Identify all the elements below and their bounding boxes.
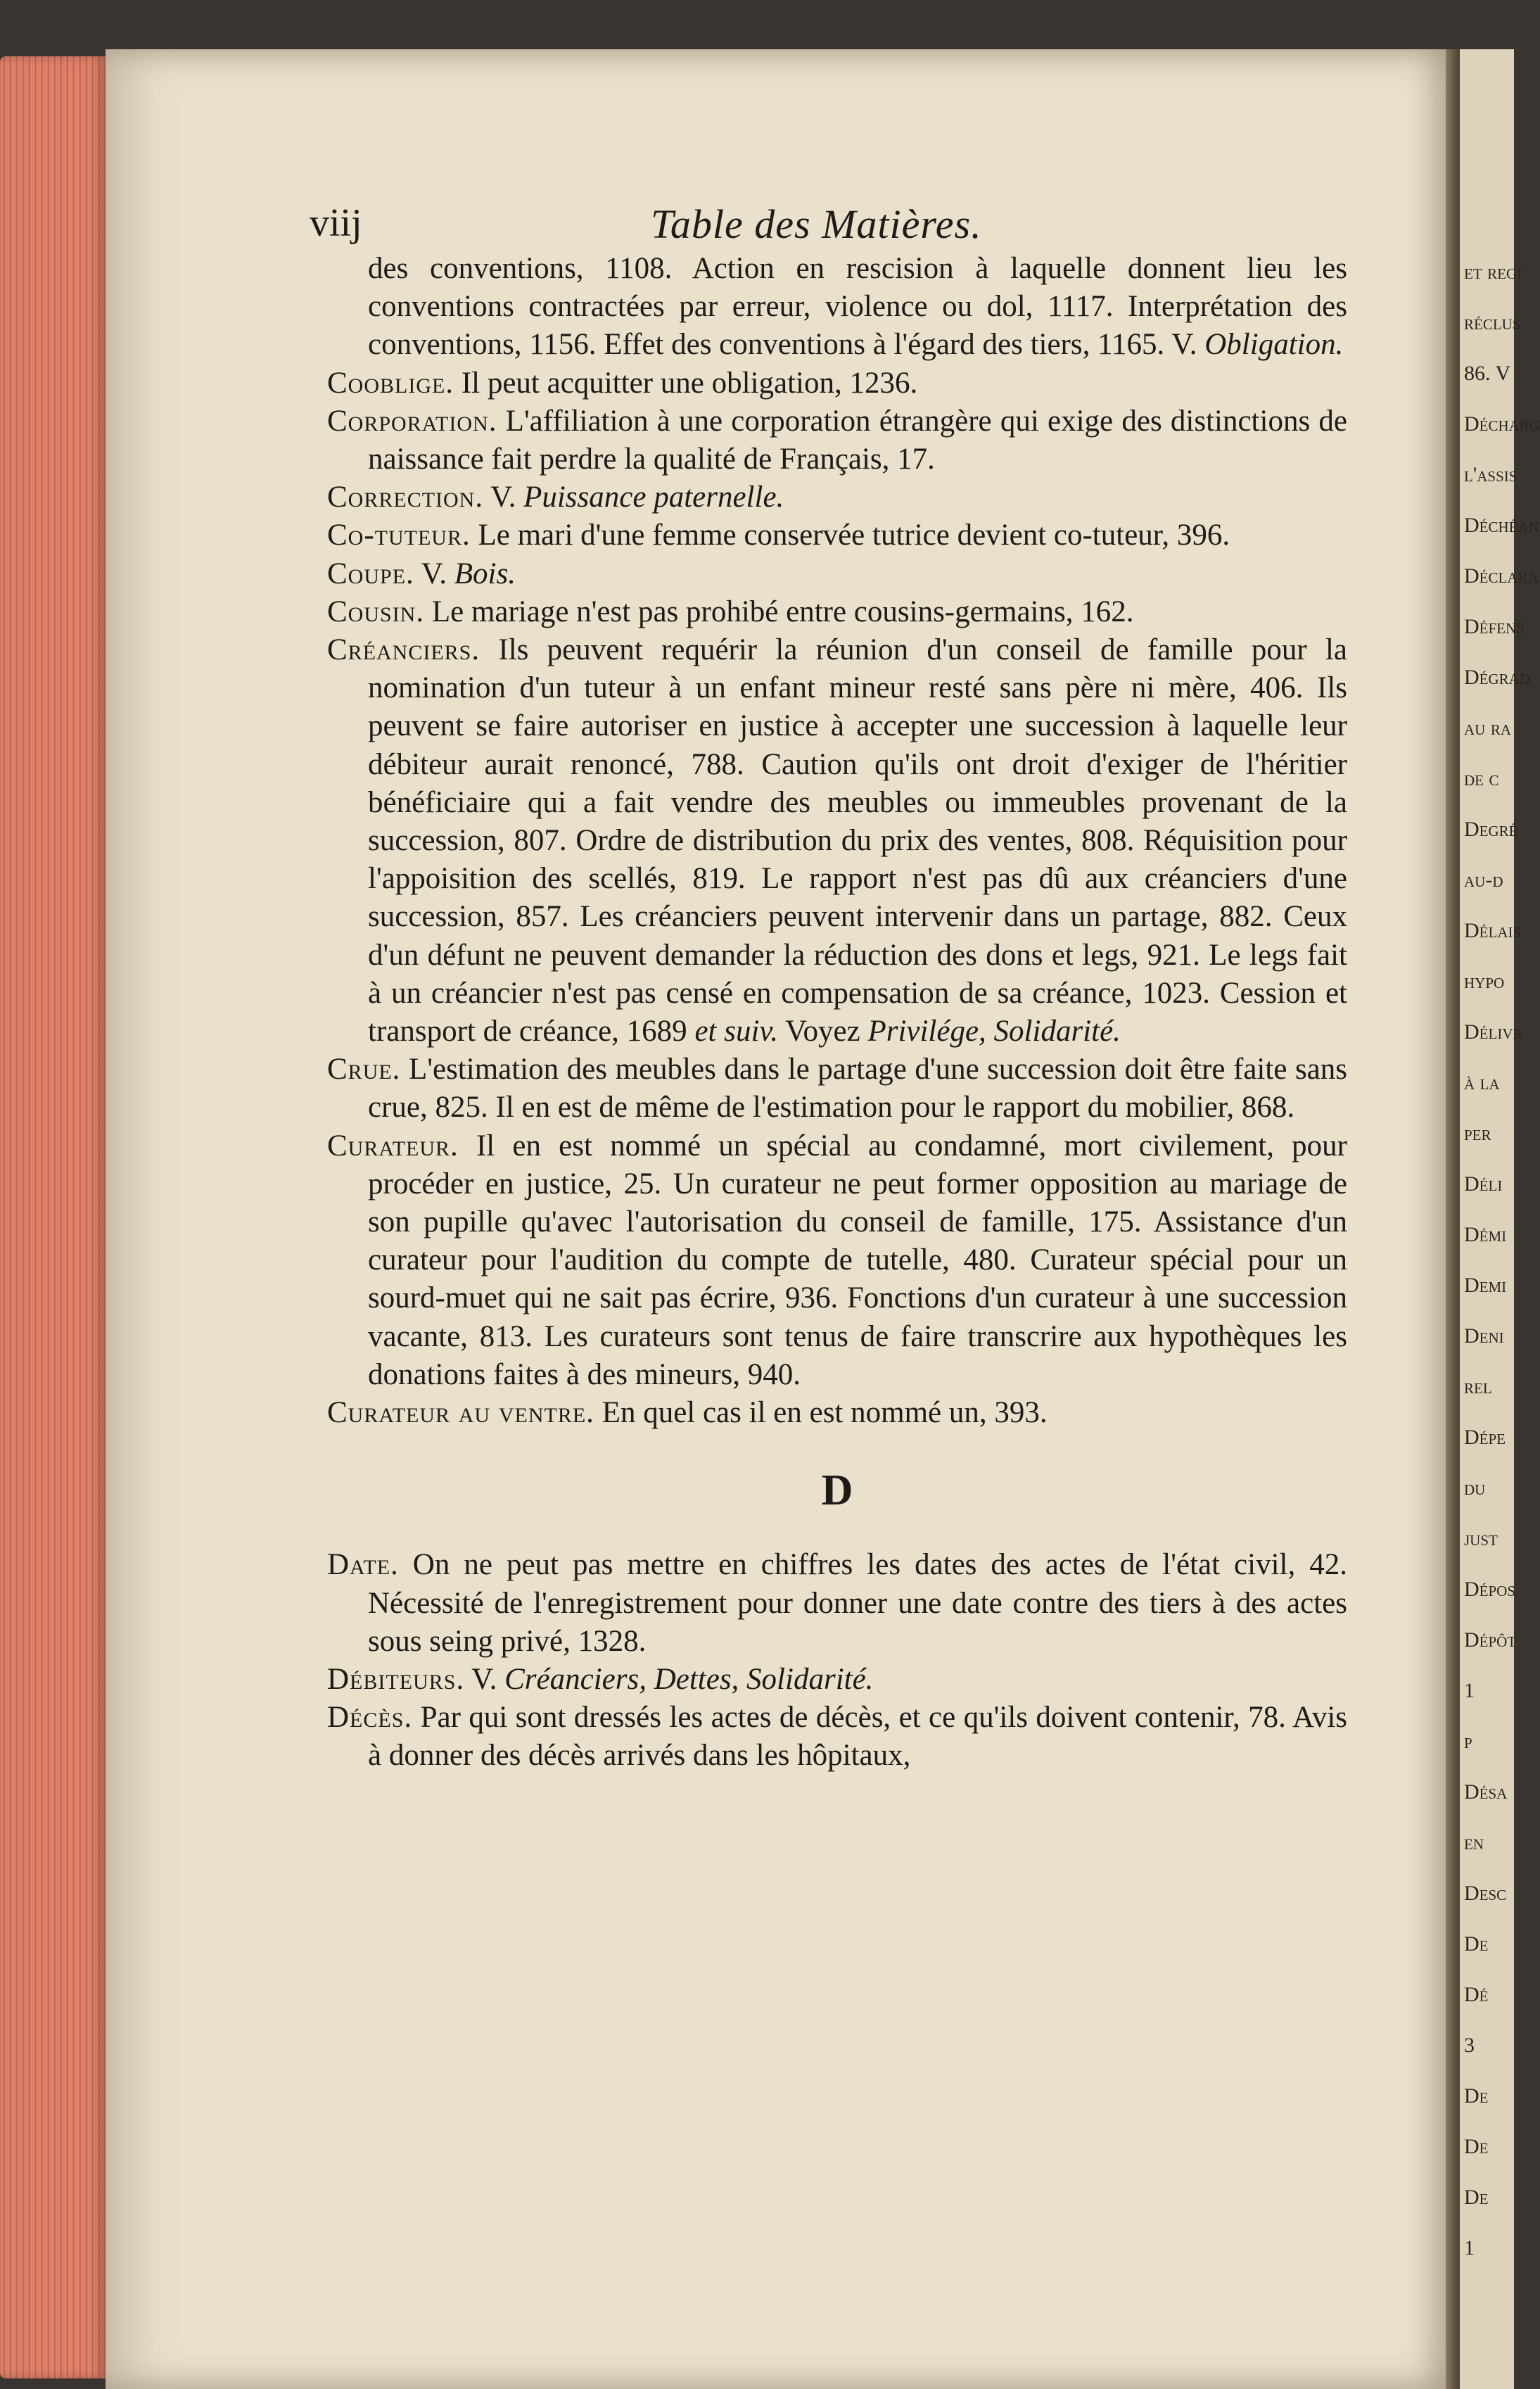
next-page-text: à la	[1464, 1071, 1500, 1094]
next-page-text: Deni	[1464, 1324, 1504, 1348]
running-title: Table des Matières.	[651, 201, 982, 247]
next-page-text: 1	[1464, 1679, 1475, 1702]
index-entry	[327, 517, 1347, 555]
entry-text: Il en est nommé un spécial au condamné, mort civilement, pour procéder en justice, 25. Un curateur ne peut former opposition au mariage de son pupille qu'avec l'autorisation du conseil de famille, 175. Assistance d'un curateur pour l'audition du compte de tutelle, 480. Curateur spécial pour un sourd-muet qui ne sait pas écrire, 936. Fonctions d'un curateur à une succession vacante, 813. Les curateurs sont tenus de faire transcrire aux hypothèques les donations faites à des mineurs, 940.	[368, 1129, 1347, 1391]
entry-headword: Date.	[327, 1548, 399, 1582]
entry-text: V.	[464, 1662, 505, 1696]
entry-text: Le mariage n'est pas prohibé entre cousins-germains, 162.	[424, 595, 1134, 628]
next-page-text: Degré	[1464, 818, 1518, 841]
index-entry	[327, 1546, 1347, 1661]
index-entry	[327, 631, 1347, 1051]
next-page-text: en	[1464, 1831, 1484, 1854]
next-page-text: Décharg	[1464, 412, 1540, 436]
entry-headword: Correction.	[327, 481, 484, 514]
next-page-text: l'assis	[1464, 463, 1517, 486]
section-letter: D	[821, 1466, 853, 1515]
next-page-text: rel	[1464, 1375, 1492, 1398]
entry-headword: Débiteurs.	[327, 1662, 465, 1696]
index-entry	[327, 250, 1347, 365]
next-page-fragment	[1460, 49, 1540, 2389]
next-page-text: Dé	[1464, 1983, 1489, 2006]
next-page-text: au ra	[1464, 716, 1512, 740]
entries-c	[327, 250, 1347, 1432]
page-header	[310, 201, 1351, 257]
index-text	[327, 250, 1347, 1775]
entry-text: des conventions, 1108. Action en rescision à laquelle donnent lieu les conventions contractées par erreur, violence ou dol, 1117. Interprétation des conventions, 1156. Effet des conventions à l'égard des tiers, 1165. V.	[368, 252, 1347, 362]
entry-text: Ils peuvent requérir la réunion d'un conseil de famille pour la nomination d'un tuteur à un enfant mineur resté sans père ni mère, 406. Ils peuvent se faire autoriser en justice à accepter une succession à laquelle leur débiteur aurait renoncé, 788. Caution qu'ils ont droit d'exiger de l'héritier bénéficiaire qui a fait vendre des meubles ou immeubles provenant de la succession, 807. Ordre de distribution du prix des ventes, 808. Réquisition pour l'appoisition des scellés, 819. Le rapport n'est pas dû aux créanciers d'une succession, 857. Les créanciers peuvent intervenir dans un partage, 882. Ceux d'un défunt ne peuvent demander la réduction des dons et legs, 921. Le legs fait à un créancier n'est pas censé en compensation de sa créance, 1023. Cession et transport de créance, 1689	[368, 633, 1347, 1048]
next-page-text: Déli	[1464, 1172, 1503, 1196]
index-entry	[327, 403, 1347, 479]
next-page-text: per	[1464, 1122, 1491, 1145]
entry-text: L'estimation des meubles dans le partage d'une succession doit être faite sans crue, 825. Il en est de même de l'estimation pour le rapport du mobilier, 868.	[368, 1053, 1347, 1124]
next-page-text: du	[1464, 1476, 1486, 1500]
index-entry	[327, 479, 1347, 517]
entry-reference: Privilége, Solidarité.	[867, 1015, 1121, 1048]
entry-headword: Corporation.	[327, 404, 497, 438]
entry-text: Le mari d'une femme conservée tutrice devient co-tuteur, 396.	[470, 519, 1230, 552]
entries-d	[327, 1546, 1347, 1775]
entry-reference: Créanciers, Dettes, Solidarité.	[504, 1662, 874, 1696]
next-page-text: De	[1464, 2084, 1489, 2108]
entry-headword: Co-tuteur.	[327, 519, 471, 552]
page-edge	[0, 56, 106, 2378]
entry-headword: Cooblige.	[327, 366, 454, 400]
entry-headword: Curateur au ventre.	[327, 1396, 594, 1430]
next-page-text: Délivr	[1464, 1020, 1523, 1044]
entry-text: On ne peut pas mettre en chiffres les dates des actes de l'état civil, 42. Nécessité de l'enregistrement pour donner une date contre des tiers à des actes sous seing privé, 1328.	[368, 1548, 1347, 1658]
next-page-text: Demi	[1464, 1274, 1507, 1297]
entry-text: L'affiliation à une corporation étrangère qui exige des distinctions de naissance fait perdre la qualité de Français, 17.	[368, 404, 1347, 476]
index-entry	[327, 1661, 1347, 1699]
next-page-text: Dépôt	[1464, 1628, 1517, 1652]
entry-text: Voyez	[778, 1015, 868, 1048]
entry-reference: et suiv.	[694, 1015, 779, 1048]
next-page-text: just	[1464, 1527, 1498, 1550]
next-page-text: et regi	[1464, 260, 1522, 284]
book-gutter	[1446, 49, 1460, 2389]
next-page-text: Déchéan	[1464, 514, 1539, 537]
next-page-text: hypo	[1464, 970, 1505, 993]
entry-headword: Coupe.	[327, 557, 414, 590]
index-entry	[327, 555, 1347, 593]
entry-headword: Cousin.	[327, 595, 425, 628]
next-page-text: Déclara	[1464, 564, 1539, 588]
entry-headword: Décès.	[327, 1701, 413, 1735]
index-entry	[327, 1699, 1347, 1775]
next-page-text: au-d	[1464, 868, 1503, 892]
next-page-text: De	[1464, 2186, 1489, 2209]
next-page-text: 3	[1464, 2034, 1475, 2057]
next-page-text: 86. V	[1464, 362, 1511, 385]
next-page-text: Désa	[1464, 1780, 1508, 1804]
next-page-text: Desc	[1464, 1882, 1507, 1905]
next-page-text: De	[1464, 1932, 1489, 1956]
entry-headword: Curateur.	[327, 1129, 459, 1162]
entry-text: En quel cas il en est nommé un, 393.	[594, 1396, 1048, 1430]
entry-reference: Obligation.	[1204, 328, 1344, 362]
entry-headword: Crue.	[327, 1053, 401, 1086]
next-page-text: réclus	[1464, 311, 1521, 334]
next-page-text: De	[1464, 2135, 1489, 2158]
next-page-text: Défens	[1464, 615, 1525, 638]
index-entry	[327, 1051, 1347, 1127]
next-page-text: Dépos	[1464, 1578, 1516, 1601]
next-page-text: de c	[1464, 767, 1499, 790]
folio-number: viij	[310, 201, 362, 245]
next-page-text: Dépe	[1464, 1426, 1506, 1449]
index-entry	[327, 1127, 1347, 1394]
entry-reference: Bois.	[454, 557, 516, 590]
entry-text: V.	[483, 481, 524, 514]
next-page-text: 1	[1464, 2236, 1475, 2260]
index-entry	[327, 1394, 1347, 1432]
entry-text: Il peut acquitter une obligation, 1236.	[454, 366, 918, 400]
entry-text: V.	[414, 557, 454, 590]
entry-headword: Créanciers.	[327, 633, 481, 667]
next-page-text: p	[1464, 1730, 1472, 1753]
index-entry	[327, 593, 1347, 631]
next-page-text: Démi	[1464, 1223, 1507, 1246]
next-page-text: Dégrad	[1464, 666, 1530, 689]
index-entry	[327, 365, 1347, 403]
next-page-text: Délais	[1464, 919, 1522, 942]
entry-reference: Puissance paternelle.	[523, 481, 784, 514]
entry-text: Par qui sont dressés les actes de décès, et ce qu'ils doivent contenir, 78. Avis à donner des décès arrivés dans les hôpitaux,	[368, 1701, 1347, 1773]
